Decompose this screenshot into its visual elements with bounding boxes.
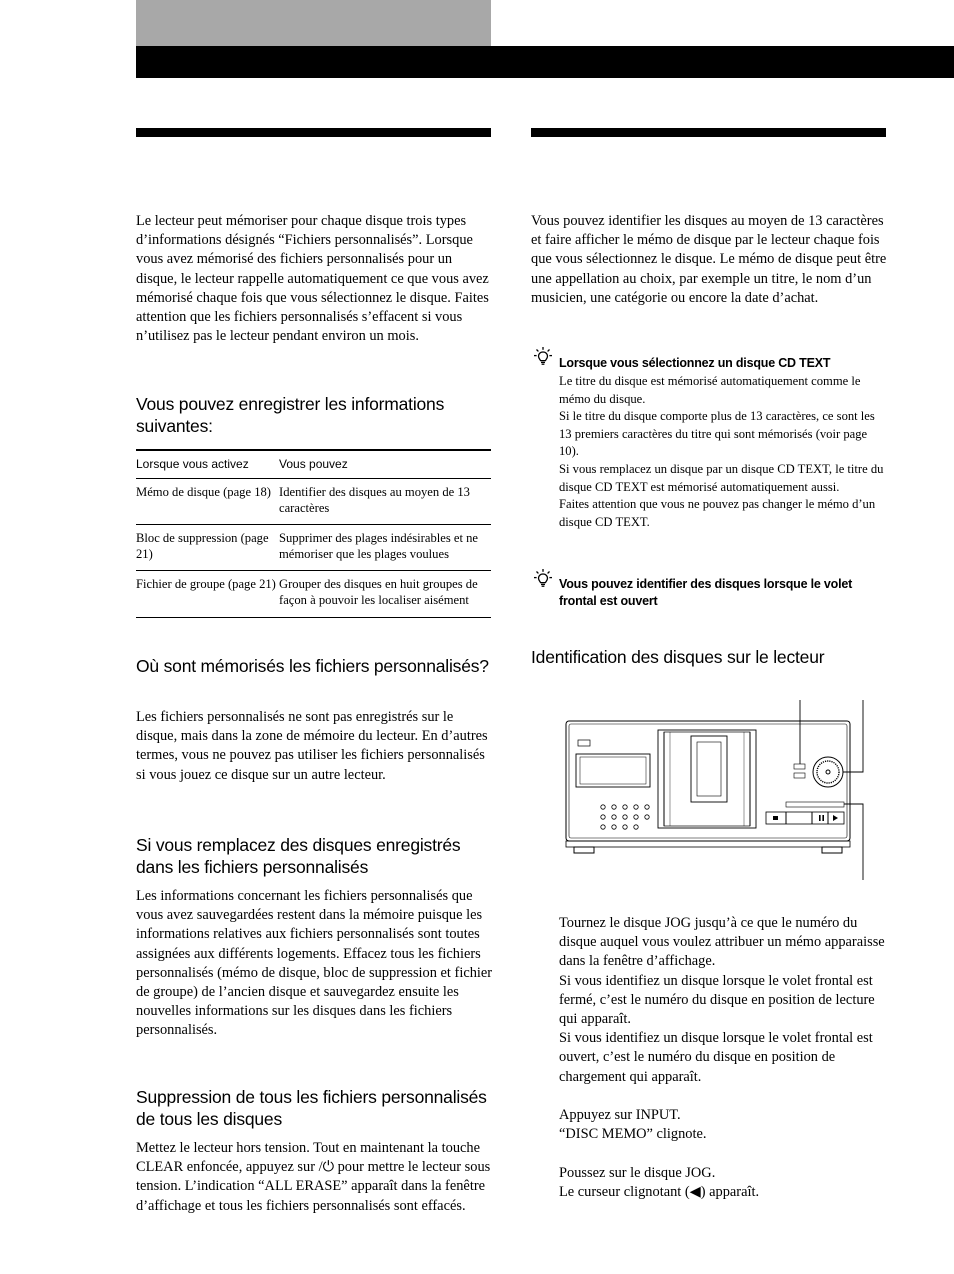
step-1-text: Tournez le disque JOG jusqu’à ce que le numéro du disque auquel vous voulez attribuer un mémo apparaisse dans la fenêtre d’affichage. Si vous identifiez un disque lorsque le volet frontal est fermé, c’est le numéro du disque en position de lecture qui apparaît. Si vous identifiez un disque lorsque le volet frontal est ouvert, c’est le numéro du disque en position de chargement qui apparaît. bbox=[559, 915, 885, 1085]
right-intro: Vous pouvez identifier les disques au moyen de 13 caractères et faire afficher le mémo de disque par le lecteur chaque fois que vous sélectionnez le disque. Le mémo de disque peut être une appellation au choix, par exemple un titre, le nom d’un musicien, une catégorie ou encore la date d’achat. bbox=[531, 213, 887, 306]
heading-recordable-info: Vous pouvez enregistrer les informations suivantes: bbox=[136, 394, 445, 436]
heading-where-stored: Où sont mémorisés les fichiers personnalisés? bbox=[136, 656, 489, 676]
table-cell: Supprimer des plages indésirables et ne mémoriser que les plages voulues bbox=[279, 525, 491, 571]
table-cell: Fichier de groupe (page 21) bbox=[136, 571, 279, 617]
heading-erase-all: Suppression de tous les fichiers personnalisés de tous les disques bbox=[136, 1087, 487, 1129]
left-section-rule bbox=[136, 128, 491, 137]
table-cell: Grouper des disques en huit groupes de façon à pouvoir les localiser aisément bbox=[279, 571, 491, 617]
right-section-rule bbox=[531, 128, 886, 137]
table-cell: Bloc de suppression (page 21) bbox=[136, 525, 279, 571]
replace-discs-text: Les informations concernant les fichiers personnalisés que vous avez sauvegardées restent dans la mémoire puisque les informations relatives aux fichiers personnalisés sont toutes assignées aux différents logements. Effacez tous les fichiers personnalisés (mémo de disque, bloc de suppression et fichier de groupe) de l’ancien disque et sauvegardez ensuite les nouvelles informations sur les disques dans les fichiers personnalisés. bbox=[136, 888, 493, 1039]
tip-lightbulb-icon bbox=[533, 568, 553, 588]
where-stored-text: Les fichiers personnalisés ne sont pas enregistrés sur le disque, mais dans la zone de mémoire du lecteur. En d’autres termes, vous ne pouvez pas utiliser les fichiers personnalisés si vous jouez ce disque sur un autre lecteur. bbox=[136, 709, 488, 783]
header-black-band bbox=[136, 46, 954, 78]
tip-cd-text-body: Le titre du disque est mémorisé automatiquement comme le mémo du disque. Si le titre du disque comporte plus de 13 caractères, ce sont les 13 premiers caractères du titre qui sont mémorisés (voir page 10). Si vous remplacez un disque par un disque CD TEXT, le titre du disque CD TEXT est mémorisé automatiquement aussi. Faites attention que vous ne pouvez pas changer le mémo d’un disque CD TEXT. bbox=[559, 374, 884, 529]
heading-identify-on-player: Identification des disques sur le lecteur bbox=[531, 647, 825, 667]
erase-all-text: Mettez le lecteur hors tension. Tout en maintenant la touche CLEAR enfoncée, appuyez sur /⏻ pour mettre le lecteur sous tension. L’indication “ALL ERASE” apparaît dans la fenêtre d’affichage et tous les fichiers personnalisés sont effacés. bbox=[136, 1140, 491, 1214]
table-row bbox=[136, 479, 491, 525]
left-intro: Le lecteur peut mémoriser pour chaque disque trois types d’informations désignés “Fichiers personnalisés”. Lorsque vous avez mémorisé des fichiers personnalisés pour un disque, le lecteur rappelle automatiquement ce que vous avez mémorisé chaque fois que vous sélectionnez le disque. Faites attention que les fichiers personnalisés s’effacent si vous n’utilisez pas le lecteur pendant environ un mois. bbox=[136, 213, 489, 345]
tip-cd-text-title: Lorsque vous sélectionnez un disque CD TEXT bbox=[559, 356, 831, 370]
table-row bbox=[136, 571, 491, 617]
tip-lightbulb-icon bbox=[533, 346, 553, 366]
table-row bbox=[136, 525, 491, 571]
table-cell: Mémo de disque (page 18) bbox=[136, 479, 279, 525]
table-cell: Identifier des disques au moyen de 13 caractères bbox=[279, 479, 491, 525]
heading-replace-discs: Si vous remplacez des disques enregistrés dans les fichiers personnalisés bbox=[136, 835, 461, 877]
header-gray-tab bbox=[136, 0, 491, 46]
table-header-activate: Lorsque vous activez bbox=[136, 450, 279, 479]
tip-front-cover-title: Vous pouvez identifier des disques lorsque le volet frontal est ouvert bbox=[559, 577, 853, 608]
step-3-text: Poussez sur le disque JOG. Le curseur clignotant (◀) apparaît. bbox=[559, 1165, 760, 1201]
table-header-can: Vous pouvez bbox=[279, 450, 491, 479]
cd-player-illustration bbox=[560, 696, 870, 886]
step-2-text: Appuyez sur INPUT. “DISC MEMO” clignote. bbox=[559, 1107, 707, 1143]
custom-files-table bbox=[136, 449, 491, 618]
